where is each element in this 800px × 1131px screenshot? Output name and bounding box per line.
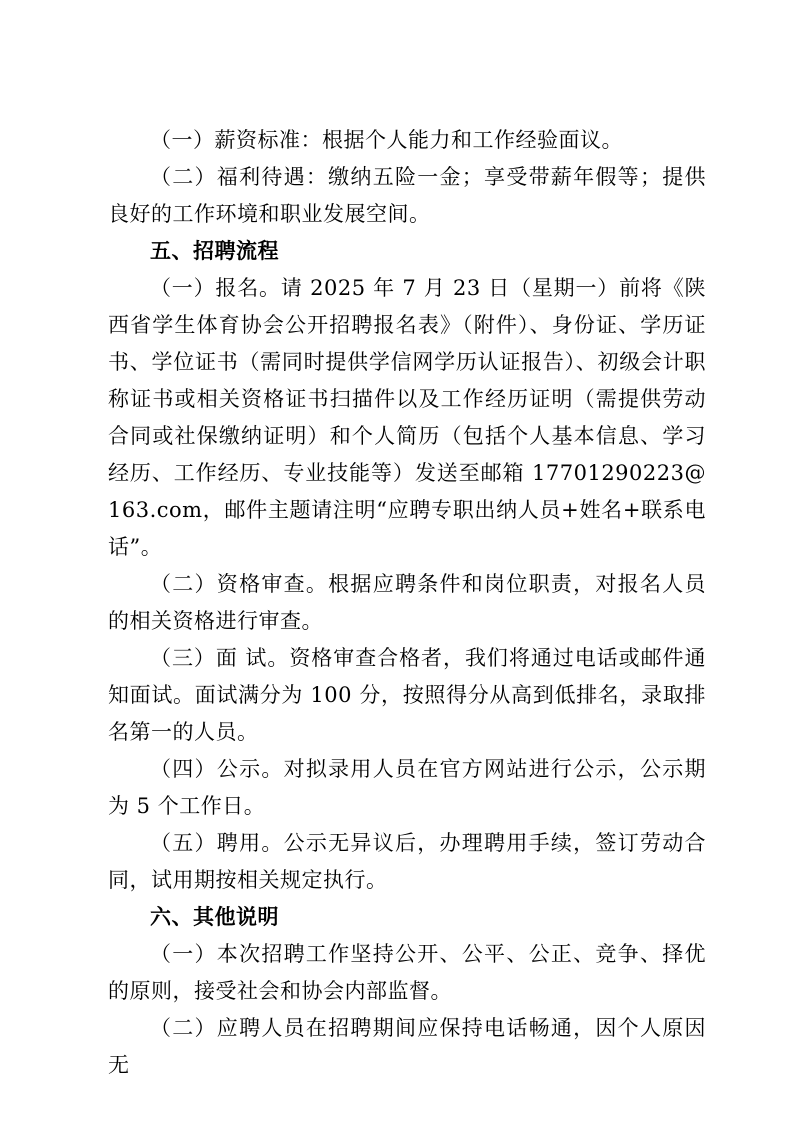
principles-paragraph: （一）本次招聘工作坚持公开、公平、公正、竞争、择优的原则，接受社会和协会内部监督。 xyxy=(108,942,706,1003)
qualification-review-paragraph: （二）资格审查。根据应聘条件和岗位职责，对报名人员的相关资格进行审查。 xyxy=(108,572,706,633)
registration-paragraph: （一）报名。请 2025 年 7 月 23 日（星期一）前将《陕西省学生体育协会公开招聘报名表》（附件）、身份证、学历证书、学位证书（需同时提供学信网学历认证报告）、初级会计职称证书或相关资格证书扫描件以及工作经历证明（需提供劳动合同或社保缴纳证明）和个人简历（包括个人基本信息、学习经历、工作经历、专业技能等）发送至邮箱 17701290223@163.com，邮件主题请注明“应聘专职出纳人员+姓名+联系电话”。 xyxy=(108,276,706,559)
contact-requirement-paragraph: （二）应聘人员在招聘期间应保持电话畅通，因个人原因无 xyxy=(108,1016,706,1077)
salary-standard-paragraph: （一）薪资标准：根据个人能力和工作经验面议。 xyxy=(150,128,623,152)
section-heading-other-notes: 六、其他说明 xyxy=(150,905,279,929)
interview-paragraph: （三）面 试。资格审查合格者，我们将通过电话或邮件通知面试。面试满分为 100 分，按照得分从高到低排名，录取排名第一的人员。 xyxy=(108,646,706,744)
benefits-paragraph: （二）福利待遇：缴纳五险一金；享受带薪年假等；提供良好的工作环境和职业发展空间。 xyxy=(108,165,706,226)
employment-paragraph: （五）聘用。公示无异议后，办理聘用手续，签订劳动合同，试用期按相关规定执行。 xyxy=(108,831,706,892)
document-body xyxy=(108,122,706,1084)
public-notice-paragraph: （四）公示。对拟录用人员在官方网站进行公示，公示期为 5 个工作日。 xyxy=(108,757,706,818)
section-heading-recruitment-process: 五、招聘流程 xyxy=(150,239,279,263)
